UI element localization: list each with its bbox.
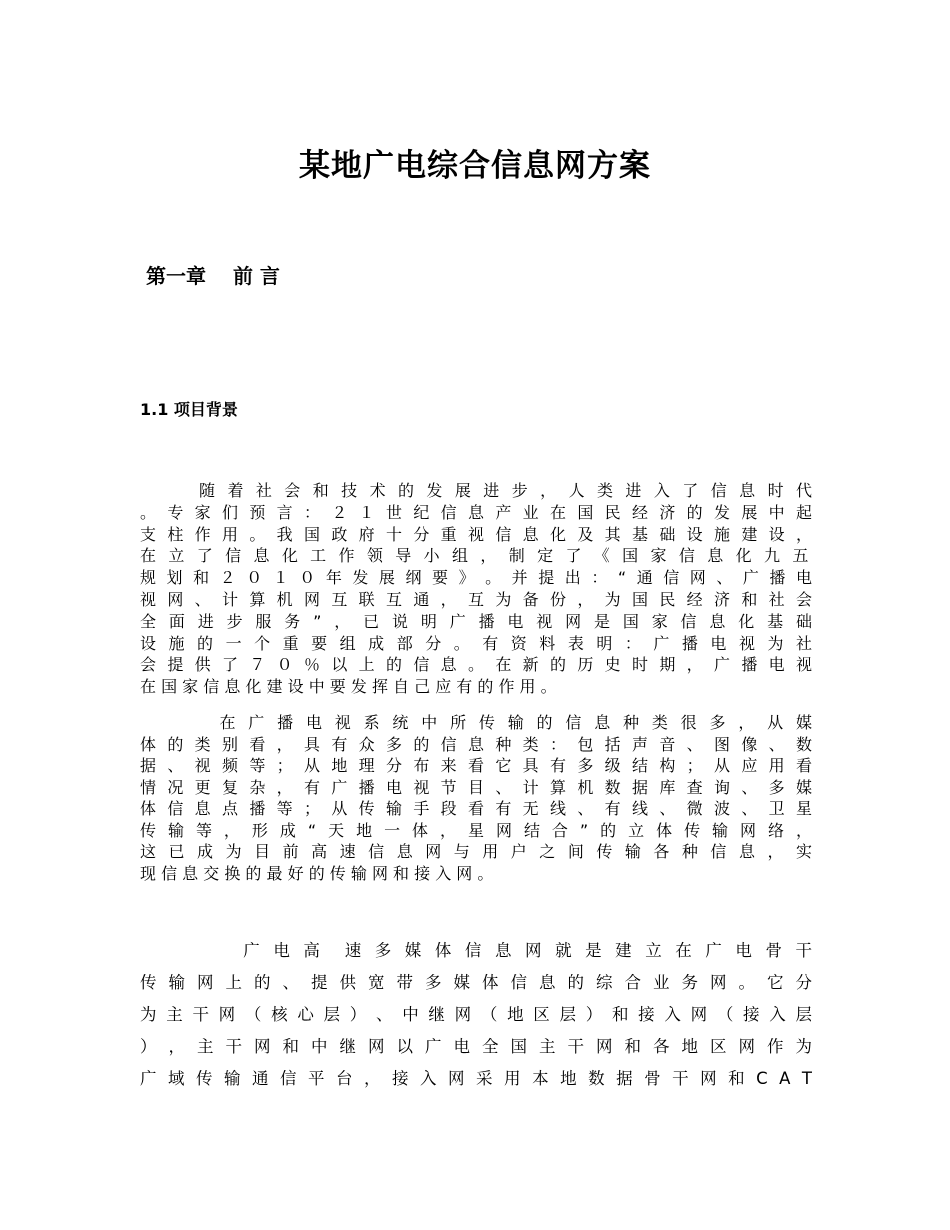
paragraph-line: 视 网 、 计 算 机 网 互 联 互 通 ， 互 为 备 份 ， 为 国 民 经 济 和 社 会 bbox=[140, 589, 816, 609]
paragraph-line: 全 面 进 步 服 务 ” ， 已 说 明 广 播 电 视 网 是 国 家 信 息 化 基 础 bbox=[140, 611, 816, 631]
paragraph-line: 广 域 传 输 通 信 平 台 ， 接 入 网 采 用 本 地 数 据 骨 干 网 和 C A T bbox=[140, 1069, 816, 1088]
document-title: 某地广电综合信息网方案 bbox=[299, 148, 651, 184]
paragraph-line: 据 、 视 频 等 ； 从 地 理 分 布 来 看 它 具 有 多 级 结 构 ； 从 应 用 看 bbox=[140, 756, 816, 775]
paragraph-line: 为 主 干 网 （ 核 心 层 ） 、 中 继 网 （ 地 区 层 ） 和 接 入 网 （ 接 入 层 bbox=[140, 1005, 815, 1024]
paragraph-line: 在 立 了 信 息 化 工 作 领 导 小 组 ， 制 定 了 《 国 家 信 息 化 九 五 bbox=[140, 546, 812, 566]
paragraph-line: 随 着 社 会 和 技 术 的 发 展 进 步 ， 人 类 进 入 了 信 息 时 代 bbox=[140, 481, 816, 500]
paragraph-2 bbox=[140, 712, 816, 884]
chapter-heading: 第一章 前 言 bbox=[146, 264, 280, 288]
paragraph-line: 在 广 播 电 视 系 统 中 所 传 输 的 信 息 种 类 很 多 ， 从 媒 bbox=[140, 713, 816, 732]
paragraph-line: 体 信 息 点 播 等 ； 从 传 输 手 段 看 有 无 线 、 有 线 、 微 波 、 卫 星 bbox=[140, 799, 816, 818]
paragraph-line: 现 信 息 交 换 的 最 好 的 传 输 网 和 接 入 网 。 bbox=[140, 863, 494, 883]
paragraph-1 bbox=[140, 480, 816, 698]
paragraph-line: 传 输 网 上 的 、 提 供 宽 带 多 媒 体 信 息 的 综 合 业 务 网 。 它 分 bbox=[140, 973, 816, 992]
paragraph-line: 广 电 高 速 多 媒 体 信 息 网 就 是 建 立 在 广 电 骨 干 bbox=[140, 941, 817, 960]
paragraph-line: 会 提 供 了 ７ ０ ％ 以 上 的 信 息 。 在 新 的 历 史 时 期 ， 广 播 电 视 bbox=[140, 655, 816, 675]
paragraph-line: 情 况 更 复 杂 ， 有 广 播 电 视 节 目 、 计 算 机 数 据 库 查 询 、 多 媒 bbox=[140, 777, 816, 797]
paragraph-3 bbox=[140, 935, 817, 1095]
paragraph-line: 在 国 家 信 息 化 建 设 中 要 发 挥 自 己 应 有 的 作 用 。 bbox=[140, 677, 557, 697]
section-heading: 1.1 项目背景 bbox=[140, 400, 238, 419]
paragraph-line: 体 的 类 别 看 ， 具 有 众 多 的 信 息 种 类 ： 包 括 声 音 、 图 像 、 数 bbox=[140, 734, 816, 754]
paragraph-line: 规 划 和 ２ ０ １ ０ 年 发 展 纲 要 》 。 并 提 出 ： “ 通 信 网 、 广 播 电 bbox=[140, 568, 815, 588]
paragraph-line: 这 已 成 为 目 前 高 速 信 息 网 与 用 户 之 间 传 输 各 种 信 息 ， 实 bbox=[140, 842, 816, 861]
paragraph-line: 。 专 家 们 预 言 ： ２ １ 世 纪 信 息 产 业 在 国 民 经 济 的 发 展 中 起 bbox=[140, 502, 816, 522]
paragraph-line: 传 输 等 ， 形 成 “ 天 地 一 体 ， 星 网 结 合 ” 的 立 体 传 输 网 络 ， bbox=[140, 820, 816, 840]
paragraph-line: 支 柱 作 用 。 我 国 政 府 十 分 重 视 信 息 化 及 其 基 础 设 施 建 设 ， bbox=[140, 524, 816, 544]
paragraph-line: ） ， 主 干 网 和 中 继 网 以 广 电 全 国 主 干 网 和 各 地 区 网 作 为 bbox=[140, 1037, 816, 1056]
paragraph-line: 设 施 的 一 个 重 要 组 成 部 分 。 有 资 料 表 明 ： 广 播 电 视 为 社 bbox=[140, 633, 816, 653]
